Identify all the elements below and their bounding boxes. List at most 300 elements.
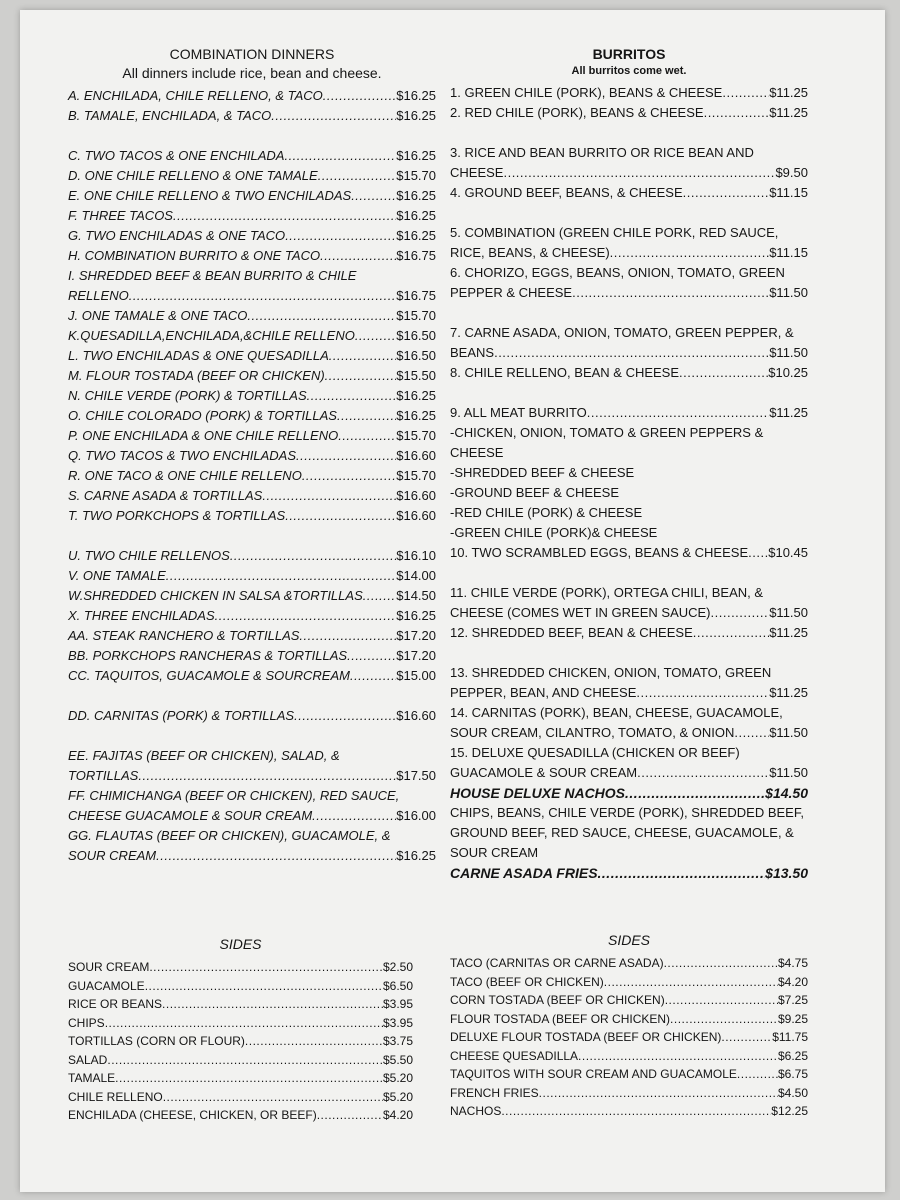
menu-item [68, 566, 436, 586]
menu-item-row [68, 1051, 413, 1070]
menu-item-price: $17.20 [396, 648, 436, 663]
menu-item-label: G. TWO ENCHILADAS & ONE TACO [68, 228, 286, 243]
menu-item [68, 246, 436, 266]
combination-dinners-section [68, 46, 436, 866]
menu-item-label: CHEESE [450, 165, 504, 180]
menu-item [450, 503, 808, 523]
menu-item-label: E. ONE CHILE RELLENO & TWO ENCHILADAS [68, 188, 352, 203]
menu-item-price: $6.25 [777, 1048, 808, 1063]
menu-item [68, 786, 436, 826]
menu-item-price: $16.75 [396, 248, 436, 263]
menu-item-price: $16.25 [396, 108, 436, 123]
menu-item-price: $6.50 [382, 978, 413, 993]
menu-item-label: CC. TAQUITOS, GUACAMOLE & SOURCREAM [68, 668, 350, 683]
menu-item [450, 954, 808, 973]
menu-item-label: Q. TWO TACOS & TWO ENCHILADAS [68, 448, 296, 463]
menu-item [450, 991, 808, 1010]
menu-item-row [68, 326, 436, 346]
menu-item-row [68, 626, 436, 646]
menu-item-price: $16.60 [396, 508, 436, 523]
menu-item-label: F. THREE TACOS [68, 208, 173, 223]
menu-item-label: GUACAMOLE & SOUR CREAM [450, 765, 638, 780]
menu-item-note: -RED CHILE (PORK) & CHEESE [450, 505, 643, 520]
menu-item [450, 703, 808, 743]
menu-item-price: $11.15 [769, 185, 808, 200]
menu-item-label: X. THREE ENCHILADAS [68, 608, 215, 623]
menu-item [450, 523, 808, 543]
menu-item [68, 958, 413, 977]
menu-item-price: $4.75 [777, 956, 808, 970]
menu-item-row [450, 363, 808, 383]
menu-item-price: $16.25 [396, 188, 436, 203]
menu-item-row [450, 683, 808, 703]
menu-item-row [68, 366, 436, 386]
menu-item-label: J. ONE TAMALE & ONE TACO [68, 308, 248, 323]
menu-item-price: $3.95 [382, 997, 413, 1011]
menu-item-row [450, 763, 808, 783]
menu-item-row [68, 446, 436, 466]
menu-item [68, 1014, 413, 1033]
menu-item-row [450, 103, 808, 123]
menu-item-label: FRENCH FRIES [450, 1085, 539, 1100]
menu-item-label: 4. GROUND BEEF, BEANS, & CHEESE [450, 185, 683, 200]
menu-item [68, 406, 436, 426]
combination-title: COMBINATION DINNERS [169, 46, 335, 62]
menu-item-label: 10. TWO SCRAMBLED EGGS, BEANS & CHEESE [450, 545, 749, 560]
menu-item-row [450, 723, 808, 743]
menu-item-label: CHILE RELLENO [68, 1089, 163, 1104]
menu-item [68, 346, 436, 366]
menu-item [450, 223, 808, 263]
menu-item-price: $11.75 [772, 1030, 808, 1044]
menu-item-label: N. CHILE VERDE (PORK) & TORTILLAS [68, 388, 307, 403]
menu-item-price: $16.10 [396, 548, 436, 563]
menu-item-label: TACO (BEEF OR CHICKEN) [450, 974, 604, 989]
menu-item-label: P. ONE ENCHILADA & ONE CHILE RELLENO [68, 428, 339, 443]
menu-item-row [450, 623, 808, 643]
menu-item-price: $6.75 [777, 1067, 808, 1081]
menu-item-row [450, 973, 808, 992]
menu-item-row [450, 1065, 808, 1084]
menu-item-label: TAQUITOS WITH SOUR CREAM AND GUACAMOLE [450, 1067, 737, 1081]
menu-item-row [68, 1014, 413, 1033]
menu-item-label: AA. STEAK RANCHERO & TORTILLAS [68, 628, 300, 643]
menu-item-price: $11.25 [769, 685, 808, 700]
carne-asada-fries [450, 863, 808, 883]
menu-item-row [68, 186, 436, 206]
menu-item-price: $16.25 [396, 148, 436, 163]
menu-item-note: -GREEN CHILE (PORK)& CHEESE [450, 525, 658, 540]
menu-item [450, 543, 808, 563]
menu-item-row [68, 995, 413, 1014]
menu-item-row [68, 666, 436, 686]
menu-item-row [68, 806, 436, 826]
menu-item-price: $16.25 [396, 388, 436, 403]
menu-item [68, 1106, 413, 1125]
menu-item-row [68, 466, 436, 486]
menu-item [68, 446, 436, 466]
menu-item [450, 363, 808, 383]
menu-item-price: $3.95 [382, 1015, 413, 1030]
menu-item-label: S. CARNE ASADA & TORTILLAS [68, 488, 263, 503]
menu-item [68, 506, 436, 526]
menu-item [68, 306, 436, 326]
menu-item-label: 1. GREEN CHILE (PORK), BEANS & CHEESE [450, 85, 723, 100]
nachos-label: HOUSE DELUXE NACHOS [450, 785, 626, 801]
menu-item-desc: EE. FAJITAS (BEEF OR CHICKEN), SALAD, & [68, 748, 340, 763]
menu-item [68, 626, 436, 646]
sides-left-list [68, 958, 413, 1125]
burritos-subtitle: All burritos come wet. [571, 65, 687, 77]
menu-item-row [68, 646, 436, 666]
menu-item-price: $16.25 [396, 848, 436, 863]
menu-item-price: $17.50 [396, 768, 436, 783]
menu-item-price: $3.75 [382, 1034, 413, 1048]
menu-item-row [68, 426, 436, 446]
menu-item [450, 83, 808, 103]
menu-item-price: $11.50 [769, 725, 808, 740]
sides-left-title: SIDES [219, 936, 262, 952]
menu-item [450, 1065, 808, 1084]
menu-item-price: $15.00 [396, 668, 436, 683]
menu-item-label: B. TAMALE, ENCHILADA, & TACO [68, 108, 272, 123]
menu-item-label: CHIPS [68, 1015, 105, 1030]
house-deluxe-nachos [450, 783, 808, 803]
menu-item [68, 706, 436, 726]
menu-item-price: $15.70 [396, 428, 436, 443]
menu-item-row [68, 706, 436, 726]
menu-item [68, 426, 436, 446]
menu-item-price: $11.15 [769, 245, 808, 260]
menu-item [68, 646, 436, 666]
menu-item [68, 666, 436, 686]
menu-item [68, 977, 413, 996]
menu-item [450, 973, 808, 992]
menu-item [450, 403, 808, 423]
menu-item-label: O. CHILE COLORADO (PORK) & TORTILLAS [68, 408, 337, 423]
menu-item-label: V. ONE TAMALE [68, 568, 166, 583]
menu-item-row [68, 86, 436, 106]
menu-item-label: L. TWO ENCHILADAS & ONE QUESADILLA [68, 348, 329, 363]
menu-item-label: DD. CARNITAS (PORK) & TORTILLAS [68, 708, 295, 723]
menu-item-label: A. ENCHILADA, CHILE RELLENO, & TACO [68, 88, 323, 103]
menu-item-row [450, 543, 808, 563]
menu-item-price: $16.50 [396, 328, 436, 343]
sides-right-title: SIDES [607, 932, 650, 948]
menu-item-note: -SHREDDED BEEF & CHEESE [450, 465, 635, 480]
menu-item-label: RELLENO [68, 288, 129, 303]
menu-item-price: $11.50 [769, 765, 808, 780]
menu-item-label: CORN TOSTADA (BEEF OR CHICKEN) [450, 993, 665, 1007]
combination-subtitle: All dinners include rice, bean and cheese. [122, 65, 382, 81]
menu-item-row [450, 283, 808, 303]
menu-item-label: CHEESE (COMES WET IN GREEN SAUCE) [450, 605, 711, 620]
menu-item-price: $11.50 [769, 345, 808, 360]
menu-item-label: RICE OR BEANS [68, 997, 163, 1011]
menu-item-row [68, 977, 413, 996]
menu-item-price: $16.50 [396, 348, 436, 363]
menu-item-label: T. TWO PORKCHOPS & TORTILLAS [68, 508, 286, 523]
menu-item-row [68, 226, 436, 246]
nachos-price: $14.50 [765, 785, 808, 801]
menu-item-price: $10.25 [768, 365, 808, 380]
menu-item-price: $15.70 [396, 468, 436, 483]
menu-item-row [68, 1032, 413, 1051]
menu-item [68, 206, 436, 226]
menu-item-price: $16.25 [396, 88, 436, 103]
burrito-list [450, 83, 808, 783]
menu-item-desc: 5. COMBINATION (GREEN CHILE PORK, RED SAUCE, [450, 225, 779, 240]
menu-item [68, 86, 436, 106]
menu-item-price: $4.50 [777, 1085, 808, 1100]
burritos-section [450, 46, 808, 883]
menu-item-row [450, 1028, 808, 1047]
menu-item [450, 483, 808, 503]
nachos-detail: CHIPS, BEANS, CHILE VERDE (PORK), SHREDDED BEEF, GROUND BEEF, RED SAUCE, CHEESE, GUACAMOLE, & SOUR CREAM [450, 805, 804, 860]
menu-item [68, 366, 436, 386]
menu-item-desc: 11. CHILE VERDE (PORK), ORTEGA CHILI, BEAN, & [450, 585, 764, 600]
menu-item-label: H. COMBINATION BURRITO & ONE TACO [68, 248, 321, 263]
menu-item-row [450, 243, 808, 263]
menu-item-row [450, 1084, 808, 1103]
menu-item-desc: 15. DELUXE QUESADILLA (CHICKEN OR BEEF) [450, 745, 740, 760]
menu-item-price: $14.50 [396, 588, 436, 603]
menu-item-label: U. TWO CHILE RELLENOS [68, 548, 230, 563]
menu-item [68, 166, 436, 186]
menu-item [450, 263, 808, 303]
menu-item-price: $10.45 [768, 545, 808, 560]
fries-label: CARNE ASADA FRIES [450, 865, 598, 881]
menu-item [68, 995, 413, 1014]
menu-item-row [68, 206, 436, 226]
menu-item [450, 1028, 808, 1047]
menu-item [68, 586, 436, 606]
menu-item-price: $11.25 [769, 85, 808, 100]
menu-item-desc: I. SHREDDED BEEF & BEAN BURRITO & CHILE [68, 268, 357, 283]
menu-item-row [450, 1102, 808, 1121]
menu-item [68, 106, 436, 126]
menu-item-label: 12. SHREDDED BEEF, BEAN & CHEESE [450, 625, 693, 640]
menu-item-row [450, 603, 808, 623]
menu-item-label: TORTILLAS [68, 768, 139, 783]
menu-item-price: $11.50 [769, 285, 808, 300]
menu-item-label: ENCHILADA (CHEESE, CHICKEN, OR BEEF) [68, 1108, 317, 1122]
menu-item-row [68, 958, 413, 977]
menu-item-desc: 7. CARNE ASADA, ONION, TOMATO, GREEN PEPPER, & [450, 325, 794, 340]
menu-item [68, 546, 436, 566]
menu-item-row [68, 1069, 413, 1088]
menu-item-price: $16.25 [396, 408, 436, 423]
menu-item-price: $5.20 [382, 1071, 413, 1085]
menu-item-label: CHEESE GUACAMOLE & SOUR CREAM [68, 808, 313, 823]
menu-item-label: D. ONE CHILE RELLENO & ONE TAMALE [68, 168, 318, 183]
menu-item [450, 463, 808, 483]
menu-item [450, 663, 808, 703]
menu-item-price: $17.20 [396, 628, 436, 643]
menu-item-row [68, 846, 436, 866]
menu-item-price: $11.25 [769, 405, 808, 420]
menu-item-desc: 3. RICE AND BEAN BURRITO OR RICE BEAN AND [450, 145, 754, 160]
burritos-title: BURRITOS [592, 46, 666, 62]
menu-item-price: $11.25 [769, 105, 808, 120]
menu-item-label: RICE, BEANS, & CHEESE) [450, 245, 610, 260]
menu-item-label: SOUR CREAM [68, 960, 150, 974]
fries-price: $13.50 [765, 865, 808, 881]
menu-item-row [450, 183, 808, 203]
menu-item-row [68, 506, 436, 526]
menu-item-row [68, 566, 436, 586]
menu-item [68, 466, 436, 486]
menu-item [68, 226, 436, 246]
menu-item-label: TACO (CARNITAS OR CARNE ASADA) [450, 956, 664, 970]
menu-item-price: $15.70 [396, 168, 436, 183]
menu-item [450, 583, 808, 623]
menu-item-label: NACHOS [450, 1104, 502, 1118]
menu-item-label: C. TWO TACOS & ONE ENCHILADA [68, 148, 285, 163]
menu-item [450, 103, 808, 123]
menu-item-desc: 14. CARNITAS (PORK), BEAN, CHEESE, GUACAMOLE, [450, 705, 783, 720]
menu-item [68, 606, 436, 626]
menu-item-label: CHEESE QUESADILLA [450, 1048, 579, 1063]
menu-item-row [450, 1010, 808, 1029]
menu-item-label: TORTILLAS (CORN OR FLOUR) [68, 1034, 245, 1048]
menu-item-price: $16.60 [396, 708, 436, 723]
menu-item-desc: 6. CHORIZO, EGGS, BEANS, ONION, TOMATO, GREEN [450, 265, 785, 280]
menu-item-price: $15.70 [396, 308, 436, 323]
menu-item [450, 423, 808, 463]
menu-item-label: SALAD [68, 1052, 108, 1067]
menu-item-price: $2.50 [382, 960, 413, 974]
menu-item-price: $14.00 [396, 568, 436, 583]
menu-item-label: 9. ALL MEAT BURRITO [450, 405, 587, 420]
menu-item-row [68, 386, 436, 406]
sides-right-section [450, 932, 808, 1121]
menu-item-note: -GROUND BEEF & CHEESE [450, 485, 620, 500]
menu-item-row [450, 163, 808, 183]
menu-item [450, 743, 808, 783]
menu-item-row [68, 406, 436, 426]
menu-item-price: $16.75 [396, 288, 436, 303]
menu-item [68, 826, 436, 866]
menu-item-row [68, 546, 436, 566]
menu-item-row [68, 606, 436, 626]
menu-item-row [450, 991, 808, 1010]
menu-item-label: GUACAMOLE [68, 978, 145, 993]
menu-item-label: M. FLOUR TOSTADA (BEEF OR CHICKEN) [68, 368, 325, 383]
menu-item [450, 143, 808, 183]
menu-item-row [450, 954, 808, 973]
menu-item-label: PEPPER, BEAN, AND CHEESE [450, 685, 637, 700]
combination-list [68, 86, 436, 866]
menu-item [68, 386, 436, 406]
menu-item-label: BEANS [450, 345, 495, 360]
menu-page [20, 10, 885, 1192]
menu-item-row [68, 1088, 413, 1107]
menu-item [68, 486, 436, 506]
menu-item [68, 1051, 413, 1070]
menu-item-price: $5.20 [382, 1089, 413, 1104]
menu-item [68, 326, 436, 346]
menu-item-row [68, 166, 436, 186]
menu-item-desc: 13. SHREDDED CHICKEN, ONION, TOMATO, GREEN [450, 665, 772, 680]
menu-item-desc: FF. CHIMICHANGA (BEEF OR CHICKEN), RED SAUCE, [68, 788, 400, 803]
menu-item-label: K.QUESADILLA,ENCHILADA,&CHILE RELLENO [68, 328, 355, 343]
menu-item-row [68, 586, 436, 606]
menu-item [68, 146, 436, 166]
menu-item-price: $16.25 [396, 228, 436, 243]
sides-right-list [450, 954, 808, 1121]
menu-item [68, 1069, 413, 1088]
menu-item-price: $16.00 [396, 808, 436, 823]
menu-item-row [450, 403, 808, 423]
menu-item-label: TAMALE [68, 1071, 116, 1085]
menu-item-label: BB. PORKCHOPS RANCHERAS & TORTILLAS [68, 648, 348, 663]
menu-item-label: W.SHREDDED CHICKEN IN SALSA &TORTILLAS [68, 588, 363, 603]
menu-item-label: SOUR CREAM, CILANTRO, TOMATO, & ONION [450, 725, 735, 740]
menu-item-price: $9.50 [775, 165, 808, 180]
menu-item [68, 186, 436, 206]
menu-item-label: 2. RED CHILE (PORK), BEANS & CHEESE [450, 105, 704, 120]
menu-item-price: $11.25 [769, 625, 808, 640]
menu-item-label: R. ONE TACO & ONE CHILE RELLENO [68, 468, 302, 483]
sides-left-section [68, 936, 413, 1125]
menu-item-label: PEPPER & CHEESE [450, 285, 573, 300]
menu-item [450, 623, 808, 643]
menu-item-price: $7.25 [777, 993, 808, 1007]
menu-item-row [450, 343, 808, 363]
menu-item [450, 1084, 808, 1103]
menu-item-row [68, 146, 436, 166]
menu-item-row [450, 83, 808, 103]
menu-item-note: -CHICKEN, ONION, TOMATO & GREEN PEPPERS & CHEESE [450, 425, 764, 460]
menu-item-price: $15.50 [396, 368, 436, 383]
menu-item-price: $12.25 [771, 1104, 808, 1118]
menu-item-price: $5.50 [382, 1052, 413, 1067]
menu-item-price: $11.50 [769, 605, 808, 620]
menu-item-label: DELUXE FLOUR TOSTADA (BEEF OR CHICKEN) [450, 1030, 722, 1044]
menu-item-label: 8. CHILE RELLENO, BEAN & CHEESE [450, 365, 680, 380]
menu-item [68, 746, 436, 786]
menu-item-price: $16.25 [396, 208, 436, 223]
menu-item [450, 1102, 808, 1121]
menu-item-row [68, 286, 436, 306]
menu-item [68, 1088, 413, 1107]
menu-item [68, 266, 436, 306]
menu-item-row [68, 766, 436, 786]
menu-item-row [68, 1106, 413, 1125]
menu-item [68, 1032, 413, 1051]
menu-item [450, 323, 808, 363]
menu-item-price: $16.25 [396, 608, 436, 623]
menu-item [450, 183, 808, 203]
menu-item-label: FLOUR TOSTADA (BEEF OR CHICKEN) [450, 1011, 671, 1026]
menu-item-row [68, 246, 436, 266]
menu-item-price: $4.20 [777, 974, 808, 989]
menu-item [450, 1047, 808, 1066]
menu-item-label: SOUR CREAM [68, 848, 157, 863]
menu-item-row [68, 106, 436, 126]
menu-item-row [68, 306, 436, 326]
menu-item-row [68, 346, 436, 366]
menu-item-desc: GG. FLAUTAS (BEEF OR CHICKEN), GUACAMOLE, & [68, 828, 391, 843]
menu-item-row [68, 486, 436, 506]
menu-item-row [450, 1047, 808, 1066]
menu-item-price: $9.25 [777, 1011, 808, 1026]
menu-item-price: $16.60 [396, 488, 436, 503]
menu-item [450, 1010, 808, 1029]
menu-item-price: $16.60 [396, 448, 436, 463]
menu-item-price: $4.20 [382, 1108, 413, 1122]
